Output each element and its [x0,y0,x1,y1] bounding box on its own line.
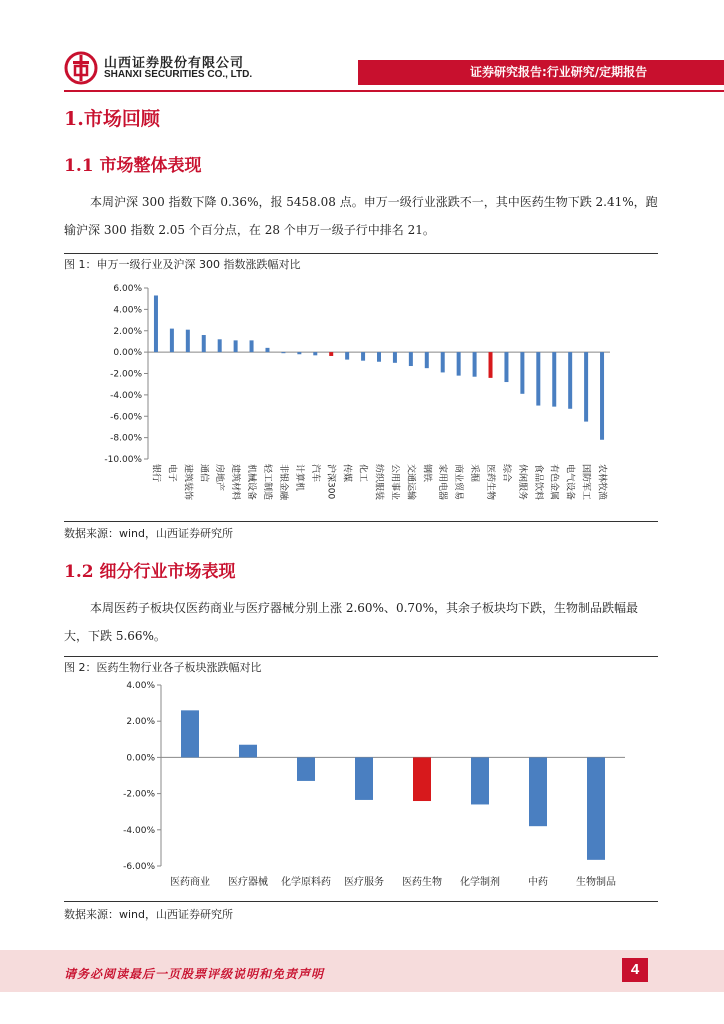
bar [473,352,477,377]
bar [361,352,365,361]
y-tick-label: -8.00% [110,433,142,444]
section-title: 1.市场回顾 [64,108,160,130]
category-label: 沪深300 [325,464,336,500]
bar [568,352,572,409]
subsection-title-2: 1.2 细分行业市场表现 [64,562,236,582]
bar [529,757,547,826]
bar [520,352,524,394]
category-label: 非银金融 [277,464,288,501]
paragraph-line: 大，下跌 5.66%。 [64,629,166,643]
y-tick-label: -6.00% [110,412,142,423]
company-name-en: SHANXI SECURITIES CO., LTD. [104,69,253,80]
category-label: 生物制品 [576,877,616,888]
category-label: 化学制剂 [460,877,500,888]
category-label: 休闲服务 [516,464,527,501]
category-label: 机械设备 [246,464,257,501]
category-label: 公用事业 [389,464,400,501]
category-label: 通信 [198,464,209,483]
bar [489,352,493,378]
category-label: 电子 [166,464,177,483]
figure-top-rule [64,656,658,657]
category-label: 国防军工 [580,464,591,501]
y-tick-label: 2.00% [113,326,142,337]
y-tick-label: 0.00% [126,753,155,764]
paragraph-line: 输沪深 300 指数 2.05 个百分点，在 28 个申万一级子行中排名 21。 [64,223,435,237]
y-tick-label: -6.00% [123,862,155,872]
bar [600,352,604,440]
bar [409,352,413,366]
bar [345,352,349,359]
category-label: 医药生物 [485,464,496,501]
category-label: 医药商业 [170,877,210,888]
category-label: 商业贸易 [453,464,464,501]
bar [355,757,373,800]
y-tick-label: -2.00% [123,789,155,800]
y-tick-label: 0.00% [113,348,142,359]
paragraph-market-overview [64,188,684,244]
bar [587,757,605,859]
bar [329,352,333,356]
category-label: 银行 [150,464,161,483]
category-label: 房地产 [214,464,225,492]
bar [536,352,540,405]
figure-top-rule [64,253,658,254]
y-tick-label: 4.00% [113,305,142,316]
category-label: 综合 [500,464,511,483]
figure1-source: 数据来源：wind，山西证券研究所 [64,527,234,540]
bar [441,352,445,372]
bar [202,335,206,352]
company-name-cn: 山西证券股份有限公司 [104,56,245,71]
category-label: 采掘 [469,464,480,483]
chart-industry-returns [64,272,658,520]
bar [457,352,461,376]
category-label: 医药生物 [402,877,442,888]
category-label: 农林牧渔 [596,464,607,501]
category-label: 电气设备 [564,464,575,501]
category-label: 钢铁 [421,464,432,483]
category-label: 汽车 [309,464,320,483]
subsection-title-1: 1.1 市场整体表现 [64,156,202,176]
y-tick-label: -4.00% [110,390,142,401]
figure-bottom-rule [64,901,658,902]
bar [281,352,285,353]
bar [504,352,508,382]
category-label: 传媒 [341,464,352,483]
y-tick-label: -2.00% [110,369,142,380]
bar [425,352,429,368]
bar [413,757,431,801]
category-label: 纺织服装 [373,464,384,501]
bar [265,348,269,352]
bar [218,339,222,352]
figure2-title: 图 2：医药生物行业各子板块涨跌幅对比 [64,661,262,674]
page-number: 4 [622,958,648,982]
paragraph-line: 本周沪深 300 指数下降 0.36%，报 5458.08 点。申万一级行业涨跌不一，其中医药生物下跌 2.41%，跑 [90,195,658,209]
bar [239,745,257,758]
bar [181,710,199,757]
report-type: 证券研究报告:行业研究/定期报告 [470,65,648,79]
category-label: 计算机 [293,464,304,492]
category-label: 化学原料药 [281,877,331,888]
bar [552,352,556,407]
paragraph-subsector [64,594,684,650]
category-label: 交通运输 [405,464,416,501]
chart-subsector-returns [64,675,658,900]
bar [186,330,190,352]
bar [377,352,381,362]
bar [234,340,238,352]
bar [584,352,588,421]
bar [471,757,489,804]
page-header [0,0,724,92]
category-label: 化工 [357,464,368,483]
company-logo-icon [64,51,98,85]
category-label: 食品饮料 [532,464,543,501]
footer-disclaimer: 请务必阅读最后一页股票评级说明和免责声明 [64,967,325,981]
bar [250,340,254,352]
y-tick-label: -10.00% [104,455,142,465]
category-label: 中药 [528,877,548,888]
category-label: 轻工制造 [261,464,272,501]
figure1-title: 图 1：申万一级行业及沪深 300 指数涨跌幅对比 [64,258,301,271]
bar [170,329,174,353]
figure-bottom-rule [64,521,658,522]
figure2-source: 数据来源：wind，山西证券研究所 [64,908,234,921]
y-tick-label: -4.00% [123,825,155,836]
category-label: 家用电器 [437,464,448,501]
y-tick-label: 2.00% [126,717,155,728]
category-label: 医疗器械 [228,877,268,888]
bar [154,295,158,352]
y-tick-label: 4.00% [126,681,155,691]
category-label: 有色金属 [548,464,559,501]
category-label: 医疗服务 [344,877,384,888]
paragraph-line: 本周医药子板块仅医药商业与医疗器械分别上涨 2.60%、0.70%，其余子板块均下跌，生物制品跌幅最 [90,601,639,615]
bar [393,352,397,363]
y-tick-label: 6.00% [113,284,142,294]
category-label: 建筑材料 [230,464,241,501]
bar [297,352,301,354]
category-label: 建筑装饰 [182,464,193,501]
bar [297,757,315,781]
bar [313,352,317,355]
header-divider [64,90,724,92]
